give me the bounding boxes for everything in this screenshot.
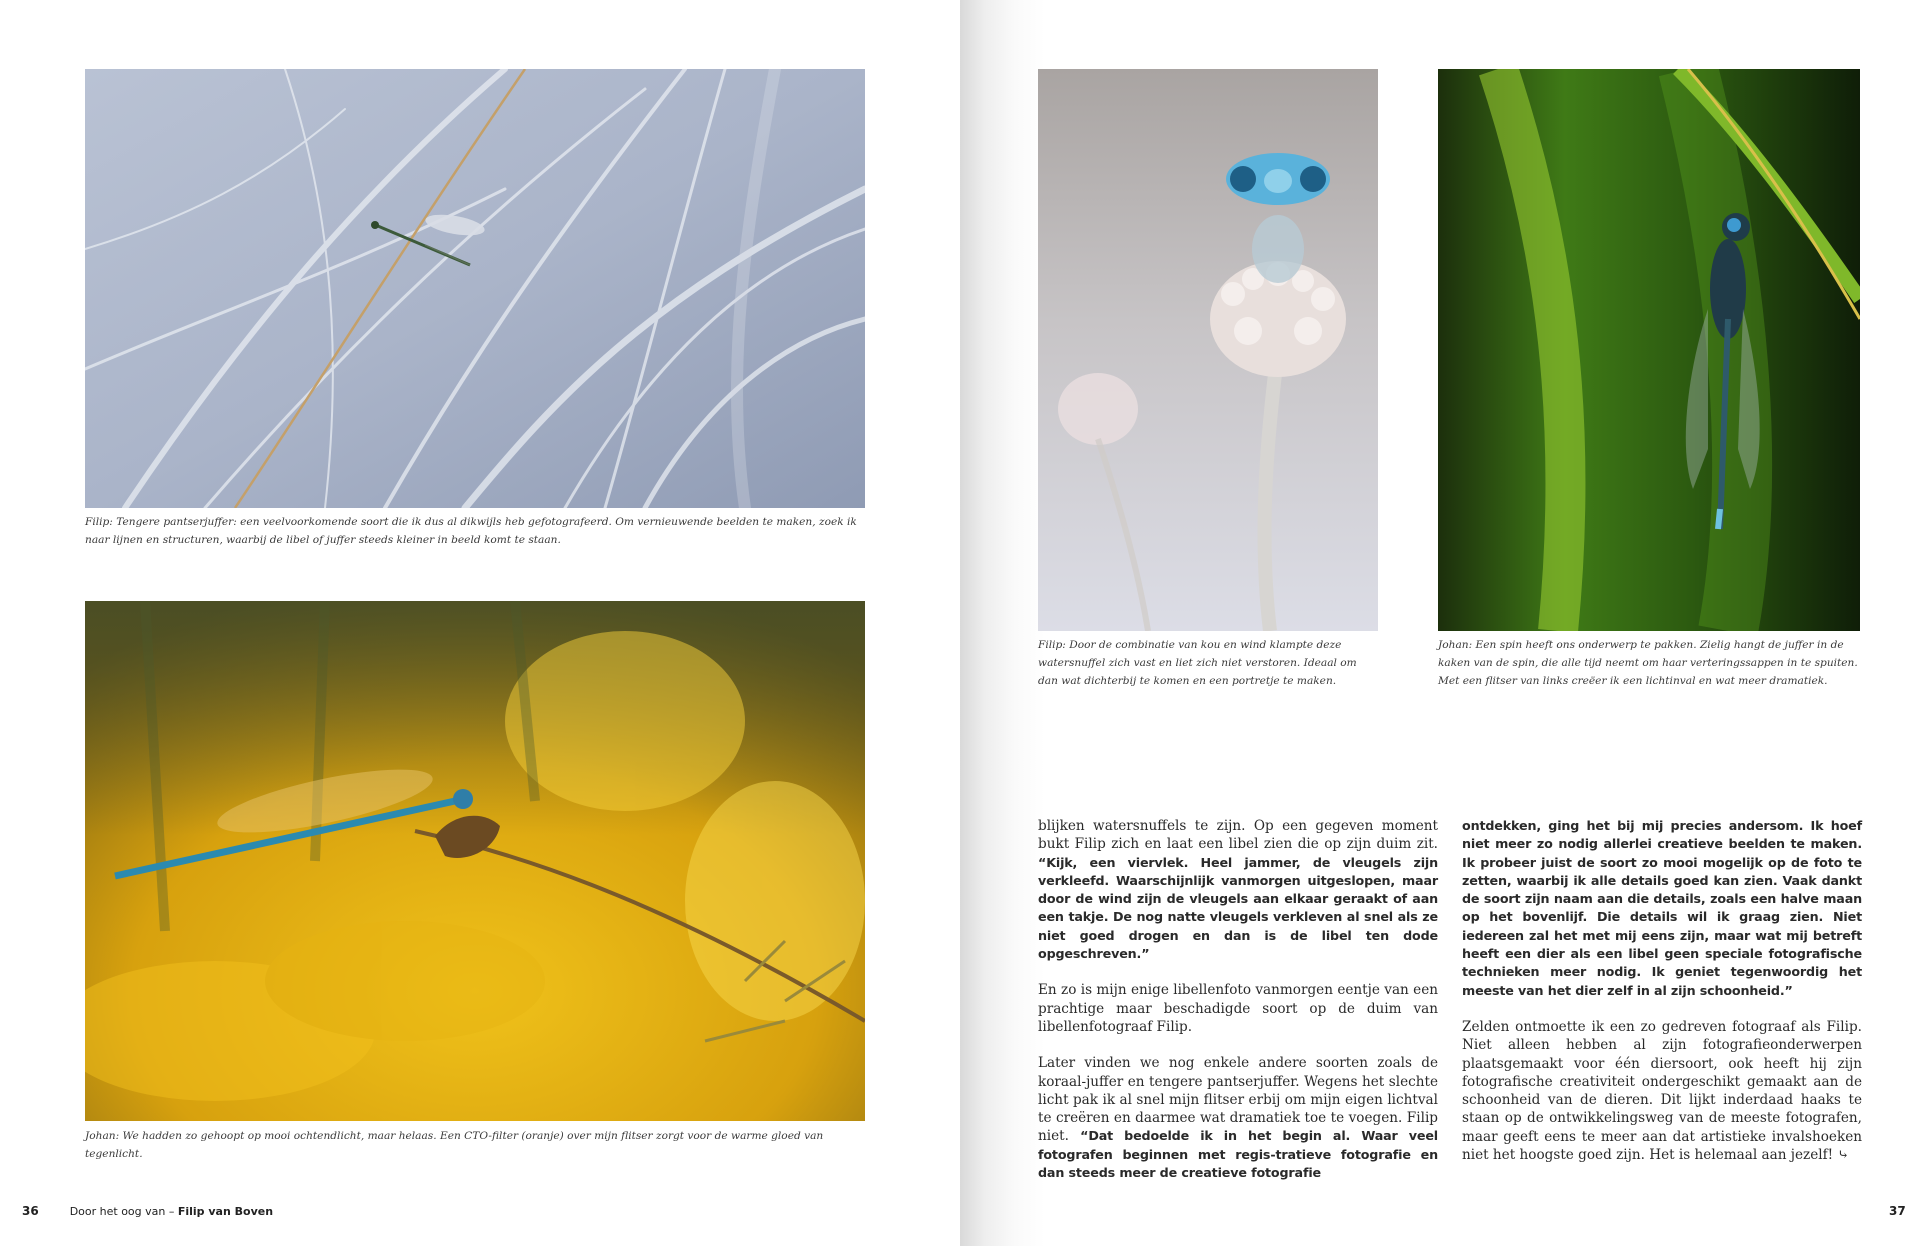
article-paragraph	[1462, 817, 1862, 1000]
golden-damselfly-image	[85, 601, 865, 1121]
article-paragraph	[1038, 1054, 1438, 1182]
page-number-right: 37	[1889, 1204, 1906, 1218]
article-quote: “Kijk, een viervlek. Heel jammer, de vleugels zijn verkleefd. Waarschijnlijk vanmorgen uitgeslopen, maar door de wind zijn de vleugels aan elkaar geraakt of aan een takje. De nog natte vleugels verkleven al snel als ze niet goed drogen en dan is de libel ten dode opgeschreven.”	[1038, 854, 1438, 962]
end-mark-icon: ⤷	[1837, 1147, 1849, 1164]
running-footer-prefix: Door het oog van –	[69, 1205, 178, 1218]
caption-golden-damselfly: Johan: We hadden zo gehoopt op mooi ochtendlicht, maar helaas. Een CTO-filter (oranje) over mijn flitser zorgt voor de warme gloed van tegenlicht.	[85, 1130, 824, 1160]
photo-golden-damselfly	[85, 601, 865, 1121]
article-paragraph: En zo is mijn enige libellenfoto vanmorgen eentje van een prachtige maar beschadigde soort op de duim van libellenfotograaf Filip.	[1038, 982, 1438, 1035]
article-paragraph	[1462, 1018, 1862, 1164]
grass-damselfly-image	[85, 69, 865, 508]
caption-spider-prey: Johan: Een spin heeft ons onderwerp te pakken. Zielig hangt de juffer in de kaken van de spin, die alle tijd neemt om haar verteringssappen in te spuiten. Met een flitser van links creëer ik een lichtinval en wat meer dramatiek.	[1438, 639, 1858, 687]
article-text: Zelden ontmoette ik een zo gedreven fotograaf als Filip. Niet alleen hebben al zijn fotografieonderwerpen plaatsgemaakt voor één diersoort, ook heeft hij zijn fotografische creativiteit ondergeschikt gemaakt aan de schoonheid van de dieren. Dit lijkt inderdaad haaks te staan op de ontwikkelingsweg van de meeste fotografen, maar geeft eens te meer aan dat artistieke invalshoeken niet het hoogste goed zijn. Het is helemaal aan jezelf!	[1462, 1018, 1862, 1164]
article-quote: “Dat bedoelde ik in het begin al. Waar veel fotografen beginnen met regis-tratieve fotografie en dan steeds meer de creatieve fotografie	[1038, 1128, 1438, 1181]
running-footer-name: Filip van Boven	[177, 1205, 274, 1218]
footer-left	[22, 1204, 273, 1218]
blue-portrait-image	[1038, 69, 1378, 631]
article-column-1	[1038, 817, 1438, 1200]
photo-blue-portrait	[1038, 69, 1378, 631]
photo-spider-prey	[1438, 69, 1860, 631]
article-column-2	[1462, 817, 1862, 1182]
spider-prey-image	[1438, 69, 1860, 631]
article-text: Later vinden we nog enkele andere soorten zoals de koraal-juffer en tengere pantserjuffer. Wegens het slechte licht pak ik al snel mijn flitser erbij om mijn eigen lichtval te creëren en daarmee wat dramatiek toe te voegen. Filip niet.	[1038, 1055, 1438, 1145]
right-page	[960, 0, 1920, 1246]
article-paragraph	[1038, 817, 1438, 963]
footer-right	[1889, 1204, 1906, 1218]
photo-grass-damselfly	[85, 69, 865, 508]
article-quote: ontdekken, ging het bij mij precies andersom. Ik hoef niet meer zo nodig allerlei creatieve beelden te maken. Ik probeer juist de soort zo mooi mogelijk op de foto te zetten, waarbij ik alle details goed kan zien. Vaak dankt de soort zijn naam aan die details, zoals een halve maan op het bovenlijf. Die details wil ik graag zien. Niet iedereen zal het met mij eens zijn, maar wat mij betreft heeft een dier als een libel geen speciale fotografische technieken meer nodig. Ik geniet tegenwoordig het meeste van het dier zelf in al zijn schoonheid.”	[1462, 818, 1862, 998]
caption-grass-damselfly: Filip: Tengere pantserjuffer: een veelvoorkomende soort die ik dus al dikwijls heb gefotografeerd. Om vernieuwende beelden te maken, zoek ik naar lijnen en structuren, waarbij de libel of juffer steeds kleiner in beeld komt te staan.	[85, 516, 857, 546]
article-text: blijken watersnuffels te zijn. Op een gegeven moment bukt Filip zich en laat een libel zien die op zijn duim zit.	[1038, 818, 1438, 853]
page-number-left: 36	[22, 1204, 39, 1218]
caption-blue-portrait: Filip: Door de combinatie van kou en wind klampte deze watersnuffel zich vast en liet zich niet verstoren. Ideaal om dan wat dichterbij te komen en een portretje te maken.	[1038, 639, 1357, 687]
